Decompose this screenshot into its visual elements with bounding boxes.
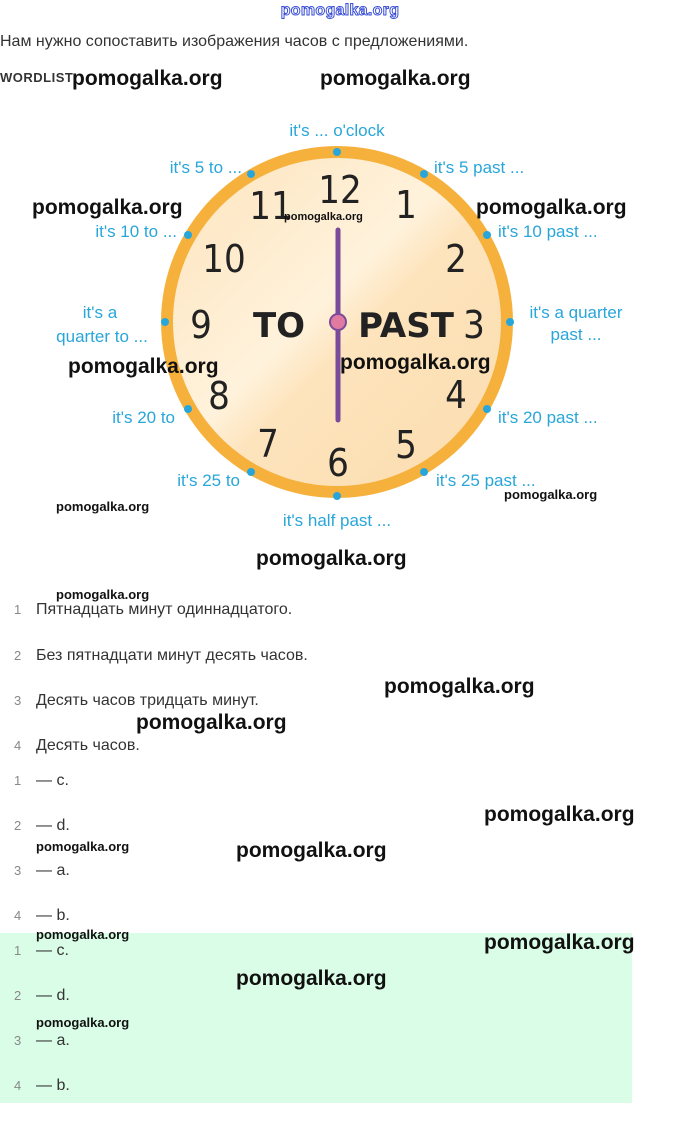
- watermark: pomogalka.org: [320, 67, 471, 90]
- watermark: pomogalka.org: [476, 196, 627, 219]
- label-twentyfive-to: it's 25 to: [177, 471, 240, 490]
- watermark: pomogalka.org: [256, 547, 407, 570]
- watermark: pomogalka.org: [36, 1015, 130, 1030]
- clock-number-11: 11: [249, 184, 293, 228]
- row-text: — d.: [36, 817, 70, 834]
- row-text: — a.: [36, 862, 70, 879]
- watermark: pomogalka.org: [236, 967, 387, 990]
- clock-number-2: 2: [445, 237, 467, 281]
- watermark: pomogalka.org: [136, 711, 287, 734]
- label-quarter-past-1: it's a quarter: [529, 303, 623, 322]
- watermark: pomogalka.org: [56, 587, 150, 602]
- clock-number-7: 7: [257, 422, 279, 466]
- row-text: Пятнадцать минут одиннадцатого.: [36, 601, 293, 618]
- watermark: pomogalka.org: [484, 803, 635, 826]
- clock-number-5: 5: [395, 423, 417, 467]
- watermark: pomogalka.org: [56, 499, 150, 514]
- row-number: 4: [14, 1078, 22, 1093]
- row-text: — b.: [36, 907, 70, 924]
- clock-word-past: PAST: [358, 306, 454, 346]
- row-number: 3: [14, 693, 22, 708]
- answer-row: [0, 1078, 680, 1123]
- watermark: pomogalka.org: [504, 487, 598, 502]
- label-oclock: it's ... o'clock: [289, 121, 385, 140]
- row-number: 2: [14, 818, 22, 833]
- row-number: 3: [14, 1033, 22, 1048]
- row-text: — c.: [36, 772, 69, 789]
- clock-number-8: 8: [208, 374, 230, 418]
- clock-number-9: 9: [190, 303, 212, 347]
- clock-center: [330, 314, 346, 330]
- row-number: 1: [14, 602, 22, 617]
- label-half-past: it's half past ...: [282, 511, 392, 530]
- label-ten-to: it's 10 to ...: [95, 222, 177, 241]
- label-five-past: it's 5 past ...: [434, 158, 525, 177]
- row-text: — c.: [36, 942, 69, 959]
- match-row: [0, 863, 680, 908]
- clock-number-6: 6: [327, 441, 349, 485]
- row-number: 3: [14, 863, 22, 878]
- clock-number-12: 12: [318, 168, 362, 212]
- row-text: — b.: [36, 1077, 70, 1094]
- row-number: 1: [14, 773, 22, 788]
- sentence-row: [0, 648, 680, 693]
- watermark: pomogalka.org: [36, 839, 130, 854]
- row-number: 2: [14, 988, 22, 1003]
- sentence-row: [0, 602, 680, 647]
- label-quarter-to-2: quarter to ...: [56, 327, 148, 346]
- row-text: Десять часов.: [36, 737, 140, 754]
- row-text: Десять часов тридцать минут.: [36, 692, 259, 709]
- label-five-to: it's 5 to ...: [169, 158, 242, 177]
- row-number: 1: [14, 943, 22, 958]
- row-text: — a.: [36, 1032, 70, 1049]
- clock-number-1: 1: [395, 183, 417, 227]
- watermark: pomogalka.org: [484, 931, 635, 954]
- clock-illustration: [0, 100, 680, 540]
- row-number: 4: [14, 908, 22, 923]
- label-ten-past: it's 10 past ...: [498, 222, 598, 241]
- watermark: pomogalka.org: [236, 839, 387, 862]
- label-quarter-to-1: it's a: [82, 303, 118, 322]
- label-twentyfive-past: it's 25 past ...: [436, 471, 536, 490]
- label-twenty-to: it's 20 to: [112, 408, 175, 427]
- watermark-top: pomogalka.org: [280, 2, 400, 19]
- watermark: pomogalka.org: [68, 355, 219, 378]
- watermark: pomogalka.org: [72, 67, 223, 90]
- row-text: Без пятнадцати минут десять часов.: [36, 647, 308, 664]
- clock-number-3: 3: [463, 303, 485, 347]
- watermark: pomogalka.org: [32, 196, 183, 219]
- row-number: 4: [14, 738, 22, 753]
- row-text: — d.: [36, 987, 70, 1004]
- answer-row: [0, 1033, 680, 1078]
- watermark: pomogalka.org: [384, 675, 535, 698]
- clock-number-10: 10: [202, 237, 246, 281]
- clock-word-to: TO: [252, 306, 306, 346]
- clock-number-4: 4: [445, 373, 467, 417]
- intro-text: Нам нужно сопоставить изображения часов с предложениями.: [0, 33, 469, 50]
- row-number: 2: [14, 648, 22, 663]
- watermark: pomogalka.org: [340, 351, 491, 374]
- watermark: pomogalka.org: [36, 927, 130, 942]
- label-quarter-past-2: past ...: [550, 325, 602, 344]
- sentence-row: [0, 693, 680, 738]
- wordlist-label: WORDLIST: [0, 70, 74, 85]
- watermark: pomogalka.org: [284, 211, 363, 223]
- label-twenty-past: it's 20 past ...: [498, 408, 598, 427]
